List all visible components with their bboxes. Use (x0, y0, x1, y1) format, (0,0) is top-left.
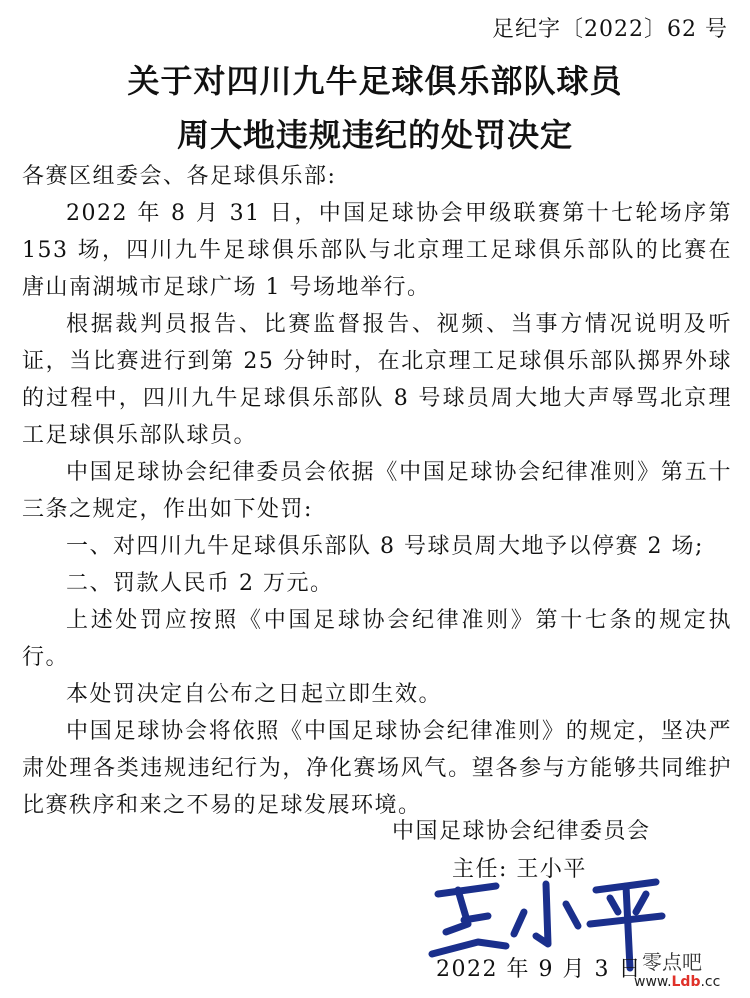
paragraph-execution: 上述处罚应按照《中国足球协会纪律准则》第十七条的规定执行。 (22, 608, 732, 670)
penalty-item-2: 二、罚款人民币 2 万元。 (66, 571, 334, 596)
penalty-item-1: 一、对四川九牛足球俱乐部队 8 号球员周大地予以停赛 2 场; (66, 534, 704, 559)
paragraph-2: 根据裁判员报告、比赛监督报告、视频、当事方情况说明及听证，当比赛进行到第 25 分钟时，在北京理工足球俱乐部队掷界外球的过程中，四川九牛足球俱乐部队 8 号球员周大地大声辱骂北京理工足球俱乐部队球员。 (22, 312, 732, 448)
document-body (22, 158, 732, 824)
document-title-line-2: 周大地违规违纪的处罚决定 (176, 116, 573, 154)
salutation: 各赛区组委会、各足球俱乐部: (22, 164, 337, 189)
paragraph-1: 2022 年 8 月 31 日，中国足球协会甲级联赛第十七轮场序第 153 场，四川九牛足球俱乐部队与北京理工足球俱乐部队的比赛在唐山南湖城市足球广场 1 号场地举行。 (22, 201, 732, 300)
watermark-url-text: www.Ldb.cc (634, 974, 721, 990)
paragraph-3: 中国足球协会纪律委员会依据《中国足球协会纪律准则》第五十三条之规定，作出如下处罚: (22, 460, 732, 522)
committee-name: 中国足球协会纪律委员会 (392, 819, 651, 844)
document-number: 足纪字〔2022〕62 号 (492, 17, 728, 42)
paragraph-closing: 中国足球协会将依照《中国足球协会纪律准则》的规定，坚决严肃处理各类违规违纪行为，净化赛场风气。望各参与方能够共同维护比赛秩序和来之不易的足球发展环境。 (22, 719, 732, 818)
paragraph-effective: 本处罚决定自公布之日起立即生效。 (66, 682, 443, 707)
watermark-text: 零点吧 (642, 950, 702, 974)
document-title-line-1: 关于对四川九牛足球俱乐部队球员 (127, 62, 623, 100)
director-label: 主任: 王小平 (452, 857, 587, 882)
watermark-url (634, 974, 720, 990)
issue-date: 2022 年 9 月 3 日 (436, 957, 642, 982)
